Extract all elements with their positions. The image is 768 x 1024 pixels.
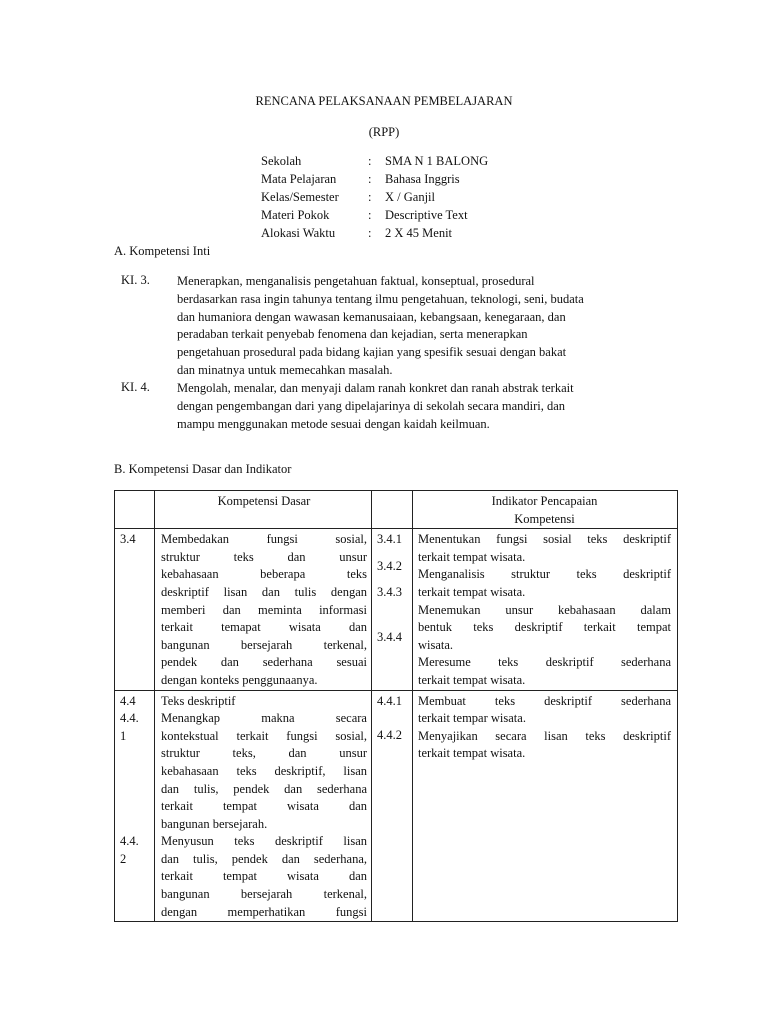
kd-line: dan tulis, pendek dan sederhana [161,781,367,796]
indicator-line: Membuat teks deskriptif sederhana [418,693,671,708]
indicator-line: bentuk teks deskriptif terkait tempat [418,620,671,635]
kd-number: 4.4. [120,711,139,726]
indicator-line: Menemukan unsur kebahasaan dalam [418,602,671,617]
document-title: RENCANA PELAKSANAAN PEMBELAJARAN [255,94,513,108]
header-kompetensi-dasar: Kompetensi Dasar [217,494,311,508]
identity-value: 2 X 45 Menit [385,226,453,240]
kd-line: Teks deskriptif [161,693,236,708]
identity-colon: : [368,154,372,168]
kd-number: 2 [120,851,127,866]
table-row [115,529,678,690]
kd-number: 1 [120,728,127,743]
identity-value: Bahasa Inggris [385,172,460,186]
kd-number: 4.4 [120,693,136,708]
table-header-cell [115,491,155,529]
kd-line: memberi dan meminta informasi [161,602,367,617]
ki4-line: mampu menggunakan metode sesuai dengan kaidah keilmuan. [177,416,490,431]
kd-line: terkait tempat wisata dan [161,869,367,884]
identity-label: Alokasi Waktu [261,226,336,240]
kd-line: Menyusun teks deskriptif lisan [161,834,367,849]
table-row [115,690,678,922]
indicator-number: 4.4.2 [377,728,402,743]
kd-line: bangunan bersejarah terkenal, [161,637,367,652]
kd-line: Membedakan fungsi sosial, [161,532,367,547]
kd-line: Menangkap makna secara [161,711,367,726]
indicator-line: Meresume teks deskriptif sederhana [418,655,671,670]
indicator-line: Menganalisis struktur teks deskriptif [418,567,671,582]
indicator-number: 3.4.4 [377,629,402,644]
identity-colon: : [368,226,372,240]
identity-label: Mata Pelajaran [261,172,337,186]
indicator-line: terkait tempat wisata. [418,584,526,599]
identity-value: SMA N 1 BALONG [385,154,489,168]
ki3-line: dan minatnya untuk memecahkan masalah. [177,362,393,377]
kd-line: kebahasaan beberapa teks [161,567,367,582]
identity-colon: : [368,172,372,186]
kd-line: dan tulis, pendek dan sederhana, [161,851,367,866]
kd-number: 4.4. [120,834,139,849]
table-header-row [115,491,678,529]
indicator-number-cell [372,529,413,690]
table-header-cell [413,491,678,529]
table-header-cell [372,491,413,529]
kd-line: kebahasaan teks deskriptif, lisan [161,763,367,778]
ki3-line: peradaban terkait penyebab fenomena dan kejadian, serta menerapkan [177,327,528,342]
ki4-label: KI. 4. [121,380,150,394]
kd-description-cell [155,529,372,690]
header-indikator-line: Indikator Pencapaian [491,494,598,508]
kd-line: bangunan bersejarah terkenal, [161,887,367,902]
competency-table [114,490,678,922]
kd-number: 3.4 [120,532,136,547]
kd-number-cell [115,690,155,922]
indicator-line: wisata. [418,637,454,652]
kd-line: struktur teks dan unsur [161,549,367,564]
indicator-line: Menyajikan secara lisan teks deskriptif [418,728,671,743]
identity-colon: : [368,190,372,204]
ki3-text [177,273,677,380]
ki3-line: Menerapkan, menganalisis pengetahuan faktual, konseptual, prosedural [177,274,535,288]
indicator-line: terkait tempar wisata. [418,711,526,726]
kd-number-cell [115,529,155,690]
ki3-line: pengetahuan prosedural pada bidang kajian yang spesifik sesuai dengan bakat [177,345,567,360]
indicator-description-cell [413,690,678,922]
indicator-number: 3.4.3 [377,585,402,600]
indicator-line: terkait tempat wisata. [418,672,526,687]
document-subtitle: (RPP) [368,125,400,139]
indicator-number: 3.4.1 [377,532,402,547]
kd-line: deskriptif lisan dan tulis dengan [161,584,367,599]
indicator-line: terkait tempat wisata. [418,549,526,564]
ki3-label: KI. 3. [121,273,150,287]
kd-description-cell [155,690,372,922]
table-header-cell [155,491,372,529]
kd-line: bangunan bersejarah. [161,816,268,831]
competency-table-wrapper [114,490,678,922]
ki3-line: dan humaniora dengan wawasan kemanusaiaan, kebangsaan, kenegaraan, dan [177,309,566,324]
header-indikator-line: Kompetensi [514,511,575,526]
kd-line: terkait temapat wisata dan [161,620,367,635]
kd-line: terkait tempat wisata dan [161,799,367,814]
section-b-heading: B. Kompetensi Dasar dan Indikator [114,462,292,476]
indicator-description-cell [413,529,678,690]
kd-line: dengan memperhatikan fungsi [161,904,367,919]
kd-line: struktur teks, dan unsur [161,746,367,761]
identity-label: Sekolah [261,154,302,168]
section-a-heading: A. Kompetensi Inti [114,244,211,258]
ki4-line: dengan pengembangan dari yang dipelajarinya di sekolah secara mandiri, dan [177,398,566,413]
kd-line: pendek dan sederhana sesuai [161,655,367,670]
kd-line: kontekstual terkait fungsi sosial, [161,728,367,743]
indicator-number: 4.4.1 [377,693,402,708]
indicator-number: 3.4.2 [377,558,402,573]
indicator-line: Menentukan fungsi sosial teks deskriptif [418,532,671,547]
identity-label: Materi Pokok [261,208,330,222]
kd-line: dengan konteks penggunaanya. [161,672,318,687]
indicator-number-cell [372,690,413,922]
indicator-line: terkait tempat wisata. [418,746,526,761]
ki4-line: Mengolah, menalar, dan menyaji dalam ranah konkret dan ranah abstrak terkait [177,381,574,395]
identity-value: Descriptive Text [385,208,468,222]
ki3-line: berdasarkan rasa ingin tahunya tentang ilmu pengetahuan, teknologi, seni, budata [177,291,584,306]
identity-colon: : [368,208,372,222]
ki4-text [177,380,677,433]
identity-label: Kelas/Semester [261,190,339,204]
identity-value: X / Ganjil [385,190,435,204]
